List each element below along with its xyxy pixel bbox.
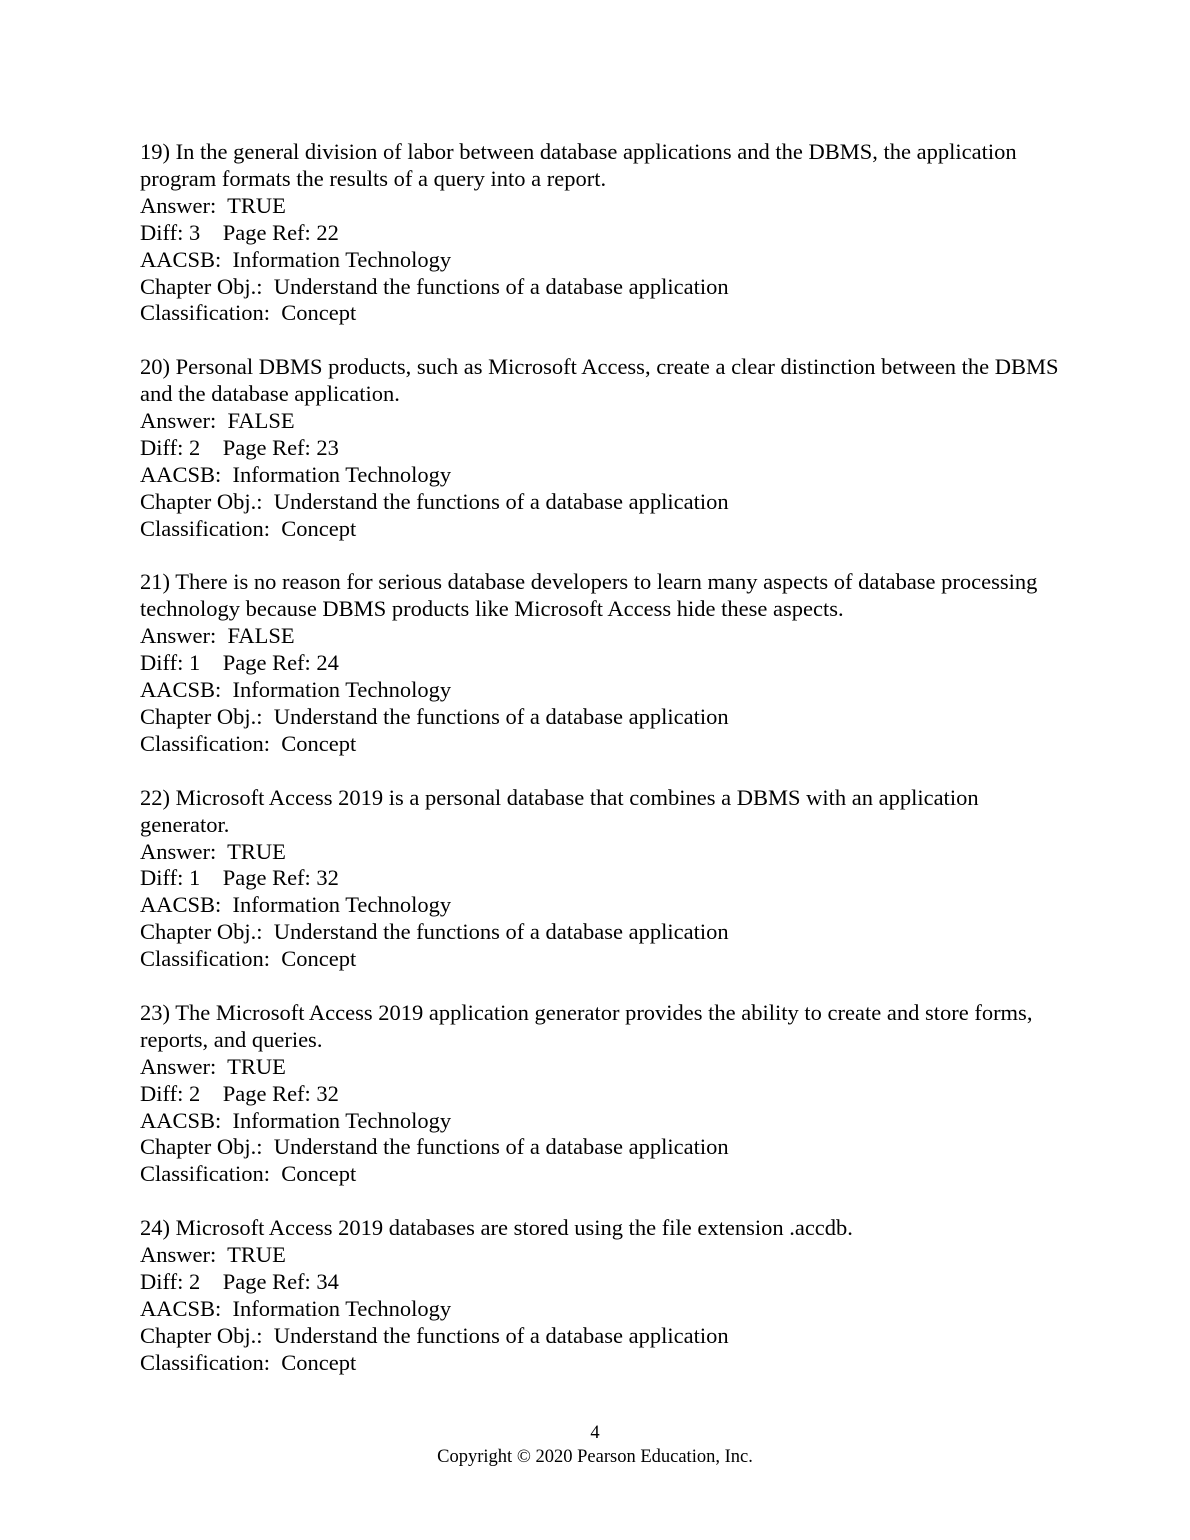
classification-line: Classification: Concept [140,946,357,972]
copyright-notice: Copyright © 2020 Pearson Education, Inc. [437,1447,753,1467]
difficulty-line: Diff: 3 Page Ref: 22 [140,219,339,245]
chapter-objective-line: Chapter Obj.: Understand the functions of a database application [140,1134,729,1160]
chapter-objective-line: Chapter Obj.: Understand the functions of a database application [140,704,729,729]
chapter-objective-line: Chapter Obj.: Understand the functions of a database application [140,1322,729,1348]
difficulty-line: Diff: 2 Page Ref: 23 [140,434,339,460]
aacsb-line: AACSB: Information Technology [140,677,452,703]
difficulty-line: Diff: 1 Page Ref: 32 [140,865,339,891]
chapter-objective-line: Chapter Obj.: Understand the functions of a database application [140,488,729,514]
difficulty-line: Diff: 2 Page Ref: 34 [140,1268,339,1294]
question-block [140,1000,1070,1188]
page-footer [0,1421,1190,1469]
question-text: 20) Personal DBMS products, such as Microsoft Access, create a clear distinction between the DBMS and the database application. [140,354,1065,407]
question-text: 24) Microsoft Access 2019 databases are stored using the file extension .accdb. [140,1215,853,1241]
answer-line: Answer: TRUE [140,1242,286,1268]
question-text: 22) Microsoft Access 2019 is a personal database that combines a DBMS with an application generator. [140,784,985,837]
aacsb-line: AACSB: Information Technology [140,1107,452,1133]
question-text: 21) There is no reason for serious database developers to learn many aspects of database processing technology because DBMS products like Microsoft Access hide these aspects. [140,569,1044,622]
aacsb-line: AACSB: Information Technology [140,246,452,272]
question-block [140,785,1070,973]
difficulty-line: Diff: 1 Page Ref: 24 [140,650,339,676]
difficulty-line: Diff: 2 Page Ref: 32 [140,1080,339,1106]
classification-line: Classification: Concept [140,1349,357,1375]
answer-line: Answer: FALSE [140,623,295,649]
question-list [140,139,1070,1377]
question-block [140,139,1070,327]
answer-line: Answer: TRUE [140,192,286,218]
answer-line: Answer: TRUE [140,838,286,864]
question-block [140,354,1070,542]
answer-line: Answer: FALSE [140,408,295,434]
question-block [140,569,1070,757]
question-text: 23) The Microsoft Access 2019 application generator provides the ability to create and store forms, reports, and queries. [140,999,1039,1052]
aacsb-line: AACSB: Information Technology [140,1295,452,1321]
chapter-objective-line: Chapter Obj.: Understand the functions of a database application [140,273,729,299]
question-text: 19) In the general division of labor between database applications and the DBMS, the application program formats the results of a query into a report. [140,139,1023,191]
aacsb-line: AACSB: Information Technology [140,892,452,918]
answer-line: Answer: TRUE [140,1053,286,1079]
classification-line: Classification: Concept [140,300,357,326]
classification-line: Classification: Concept [140,730,357,756]
page-number: 4 [590,1423,600,1443]
aacsb-line: AACSB: Information Technology [140,461,452,487]
question-block [140,1215,1070,1376]
chapter-objective-line: Chapter Obj.: Understand the functions of a database application [140,919,729,945]
classification-line: Classification: Concept [140,1161,357,1187]
classification-line: Classification: Concept [140,515,357,541]
